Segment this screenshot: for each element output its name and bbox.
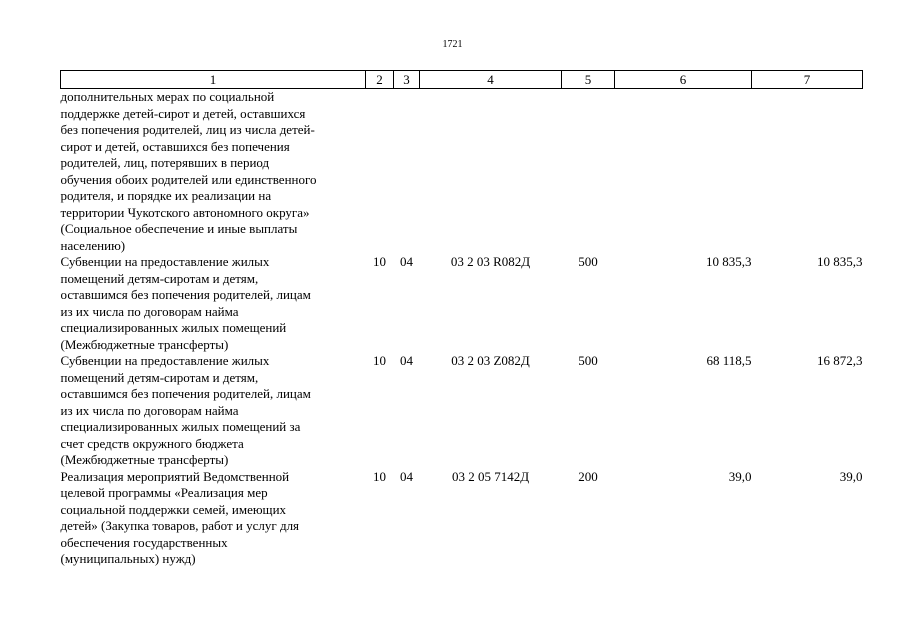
amount-col6-cell: 68 118,5 <box>706 353 752 368</box>
target-article-cell: 03 2 05 7142Д <box>451 468 530 484</box>
text-line: помещений детям-сиротам и детям, <box>60 270 259 286</box>
text-line: Субвенции на предоставление жилых <box>60 254 270 269</box>
row-name-cell <box>61 254 366 353</box>
continuation-text <box>61 89 366 255</box>
text-line: социальной поддержки семей, имеющих <box>60 501 287 517</box>
continuation-row <box>61 89 863 255</box>
subsection-code-cell: 04 <box>400 468 413 484</box>
text-line: (муниципальных) нужд) <box>60 551 196 566</box>
target-article-cell: 03 2 03 R082Д <box>450 254 531 269</box>
text-line: из их числа по договорам найма <box>60 303 239 319</box>
section-code-cell: 10 <box>373 468 386 484</box>
text-line: детей» (Закупка товаров, работ и услуг для <box>60 518 300 533</box>
text-line: территории Чукотского автономного округа» <box>60 204 310 220</box>
table-row <box>61 469 863 568</box>
text-line: обучения обоих родителей или единственного <box>60 171 317 187</box>
col-header-2: 2 <box>366 71 394 89</box>
target-article-cell: 03 2 03 Z082Д <box>451 353 530 368</box>
text-line: оставшимся без попечения родителей, лицам <box>60 386 311 401</box>
expense-type-cell: 500 <box>578 254 598 269</box>
table-row <box>61 353 863 469</box>
text-line: помещений детям-сиротам и детям, <box>60 369 259 385</box>
row-name-cell <box>61 469 366 568</box>
col-header-3: 3 <box>394 71 420 89</box>
text-line: (Социальное обеспечение и иные выплаты <box>60 221 298 236</box>
amount-col7-cell: 10 835,3 <box>817 254 863 269</box>
amount-col7-cell: 16 872,3 <box>817 353 863 368</box>
expense-type-cell: 500 <box>578 353 598 368</box>
text-line: (Межбюджетные трансферты) <box>60 452 229 467</box>
text-line: Реализация мероприятий Ведомственной <box>60 468 290 484</box>
text-line: родителей, лиц, потерявших в период <box>60 155 270 170</box>
row-name-cell <box>61 353 366 469</box>
text-line: дополнительных мерах по социальной <box>60 89 275 104</box>
text-line: целевой программы «Реализация мер <box>60 485 268 500</box>
section-code-cell: 10 <box>373 254 386 269</box>
text-line: оставшимся без попечения родителей, лицам <box>60 287 311 302</box>
col-header-1: 1 <box>61 71 366 89</box>
table-row <box>61 254 863 353</box>
amount-col6-cell: 10 835,3 <box>706 254 752 269</box>
budget-table <box>60 70 863 568</box>
subsection-code-cell: 04 <box>400 353 413 368</box>
expense-type-cell: 200 <box>578 468 598 484</box>
page-number: 1721 <box>442 39 463 50</box>
header-row <box>61 71 863 89</box>
text-line: сирот и детей, оставшихся без попечения <box>60 138 290 154</box>
text-line: населению) <box>60 237 126 253</box>
col-header-6: 6 <box>615 71 752 89</box>
text-line: Субвенции на предоставление жилых <box>60 353 270 368</box>
text-line: родителя, и порядке их реализации на <box>60 188 272 203</box>
amount-col6-cell: 39,0 <box>728 468 752 484</box>
text-line: специализированных жилых помещений <box>60 320 287 335</box>
text-line: (Межбюджетные трансферты) <box>60 336 229 352</box>
text-line: без попечения родителей, лиц из числа детей- <box>60 122 315 137</box>
text-line: счет средств окружного бюджета <box>60 435 244 451</box>
col-header-5: 5 <box>562 71 615 89</box>
col-header-7: 7 <box>752 71 863 89</box>
text-line: специализированных жилых помещений за <box>60 419 301 434</box>
text-line: из их числа по договорам найма <box>60 402 239 418</box>
col-header-4: 4 <box>420 71 562 89</box>
text-line: поддержке детей-сирот и детей, оставшихся <box>60 105 306 121</box>
amount-col7-cell: 39,0 <box>839 468 863 484</box>
text-line: обеспечения государственных <box>60 534 228 550</box>
section-code-cell: 10 <box>373 353 386 368</box>
subsection-code-cell: 04 <box>400 254 413 269</box>
